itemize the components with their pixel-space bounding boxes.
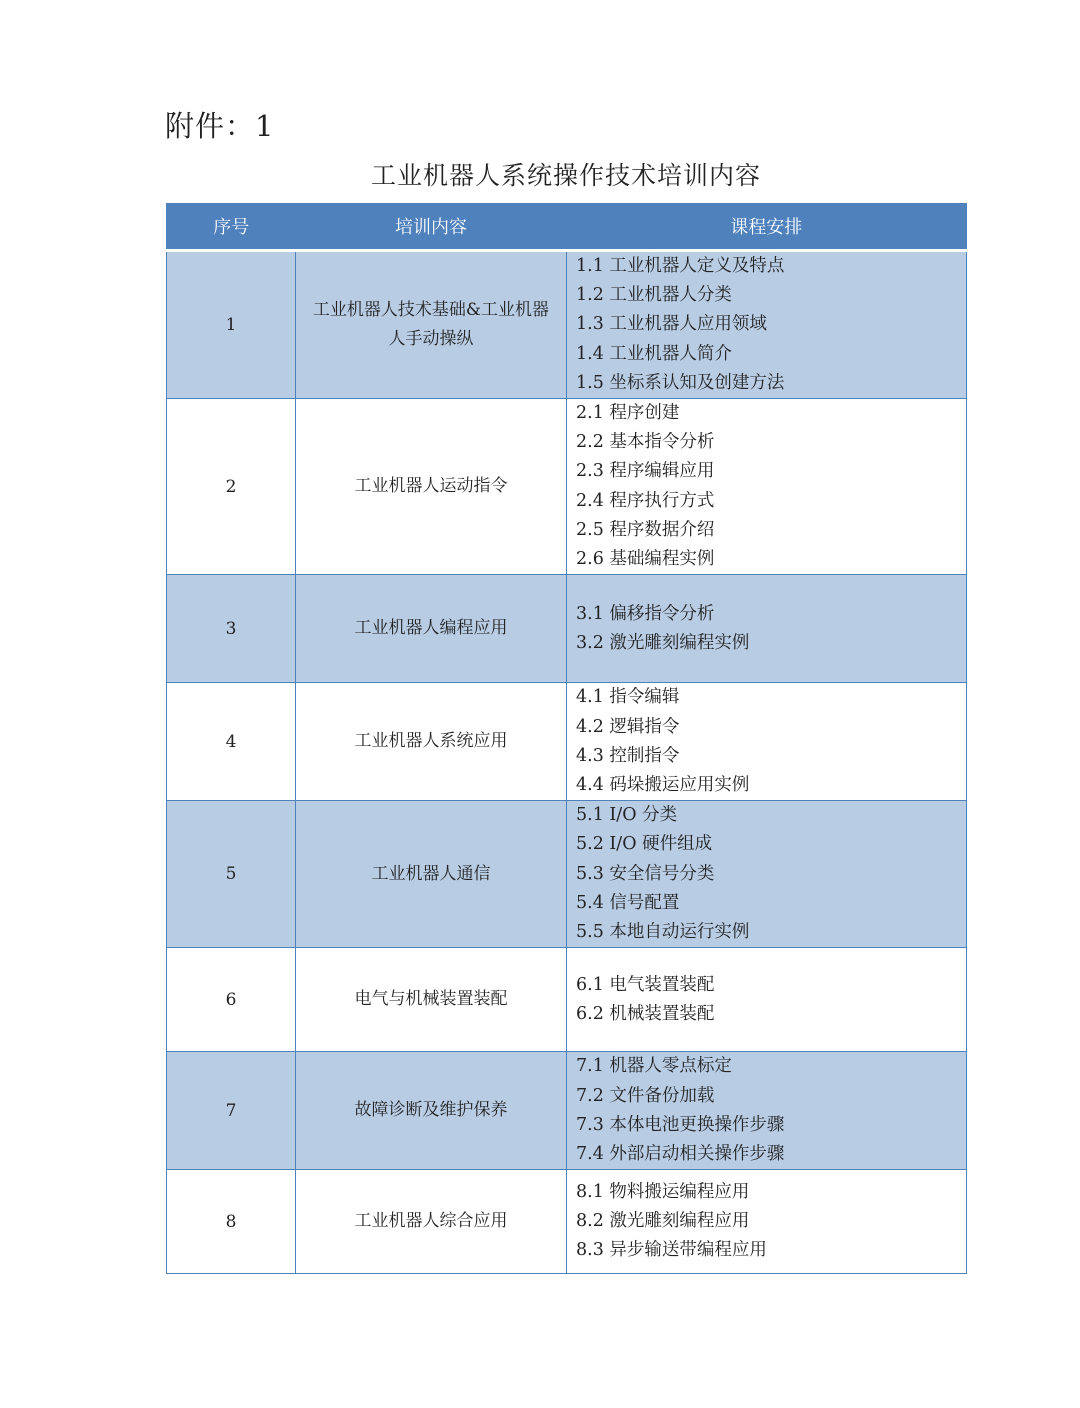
table-row (167, 948, 967, 1052)
schedule-item: 1.3 工业机器人应用领域 (576, 314, 767, 335)
header-no: 序号 (167, 203, 296, 251)
schedule-item: 8.3 异步输送带编程应用 (576, 1240, 767, 1261)
schedule-item: 3.2 激光雕刻编程实例 (576, 632, 750, 653)
table-row (167, 683, 967, 801)
schedule-item: 4.4 码垛搬运应用实例 (576, 774, 750, 795)
schedule-item: 1.4 工业机器人简介 (576, 343, 732, 364)
schedule-item: 1.5 坐标系认知及创建方法 (576, 372, 785, 393)
schedule-item: 2.4 程序执行方式 (576, 490, 715, 511)
row-content: 工业机器人通信 (296, 801, 567, 948)
row-schedule (567, 1052, 967, 1170)
row-schedule (567, 1170, 967, 1274)
schedule-item: 5.4 信号配置 (576, 892, 680, 913)
schedule-item: 2.2 基本指令分析 (576, 432, 715, 453)
row-content: 工业机器人技术基础&工业机器人手动操纵 (296, 251, 567, 399)
table-header-row (167, 203, 967, 251)
row-schedule (567, 251, 967, 399)
row-content: 电气与机械装置装配 (296, 948, 567, 1052)
schedule-item: 2.6 基础编程实例 (576, 549, 715, 570)
row-content: 故障诊断及维护保养 (296, 1052, 567, 1170)
row-number: 3 (167, 575, 296, 683)
schedule-item: 8.2 激光雕刻编程应用 (576, 1211, 750, 1232)
schedule-item: 4.3 控制指令 (576, 745, 680, 766)
row-schedule (567, 399, 967, 575)
row-schedule (567, 683, 967, 801)
table-row (167, 251, 967, 399)
row-content: 工业机器人综合应用 (296, 1170, 567, 1274)
schedule-item: 5.1 I/O 分类 (576, 805, 678, 826)
schedule-item: 7.1 机器人零点标定 (576, 1056, 732, 1077)
schedule-item: 4.2 逻辑指令 (576, 716, 680, 737)
row-schedule (567, 948, 967, 1052)
row-schedule (567, 801, 967, 948)
schedule-item: 4.1 指令编辑 (576, 687, 680, 708)
row-number: 7 (167, 1052, 296, 1170)
table-body (167, 251, 967, 1274)
row-number: 4 (167, 683, 296, 801)
row-schedule (567, 575, 967, 683)
row-number: 1 (167, 251, 296, 399)
schedule-item: 7.3 本体电池更换操作步骤 (576, 1114, 785, 1135)
row-content: 工业机器人运动指令 (296, 399, 567, 575)
schedule-item: 2.5 程序数据介绍 (576, 519, 715, 540)
row-number: 2 (167, 399, 296, 575)
schedule-item: 7.4 外部启动相关操作步骤 (576, 1143, 785, 1164)
schedule-item: 8.1 物料搬运编程应用 (576, 1181, 750, 1202)
row-number: 8 (167, 1170, 296, 1274)
attachment-label: 附件：1 (165, 109, 275, 143)
row-content: 工业机器人系统应用 (296, 683, 567, 801)
table-row (167, 1052, 967, 1170)
schedule-item: 2.1 程序创建 (576, 403, 680, 424)
schedule-item: 5.3 安全信号分类 (576, 863, 715, 884)
schedule-item: 2.3 程序编辑应用 (576, 461, 715, 482)
schedule-item: 1.2 工业机器人分类 (576, 285, 732, 306)
header-content: 培训内容 (296, 203, 567, 251)
table-row (167, 399, 967, 575)
training-table (166, 203, 967, 1274)
schedule-item: 6.1 电气装置装配 (576, 974, 715, 995)
schedule-item: 1.1 工业机器人定义及特点 (576, 256, 785, 276)
schedule-item: 3.1 偏移指令分析 (576, 603, 715, 624)
row-number: 6 (167, 948, 296, 1052)
schedule-item: 6.2 机械装置装配 (576, 1003, 715, 1024)
row-number: 5 (167, 801, 296, 948)
table-row (167, 575, 967, 683)
table-row (167, 1170, 967, 1274)
schedule-item: 5.2 I/O 硬件组成 (576, 834, 713, 855)
document-title: 工业机器人系统操作技术培训内容 (370, 161, 761, 190)
schedule-item: 7.2 文件备份加载 (576, 1085, 715, 1106)
schedule-item: 5.5 本地自动运行实例 (576, 922, 750, 943)
table-row (167, 801, 967, 948)
header-schedule: 课程安排 (567, 203, 967, 251)
row-content: 工业机器人编程应用 (296, 575, 567, 683)
